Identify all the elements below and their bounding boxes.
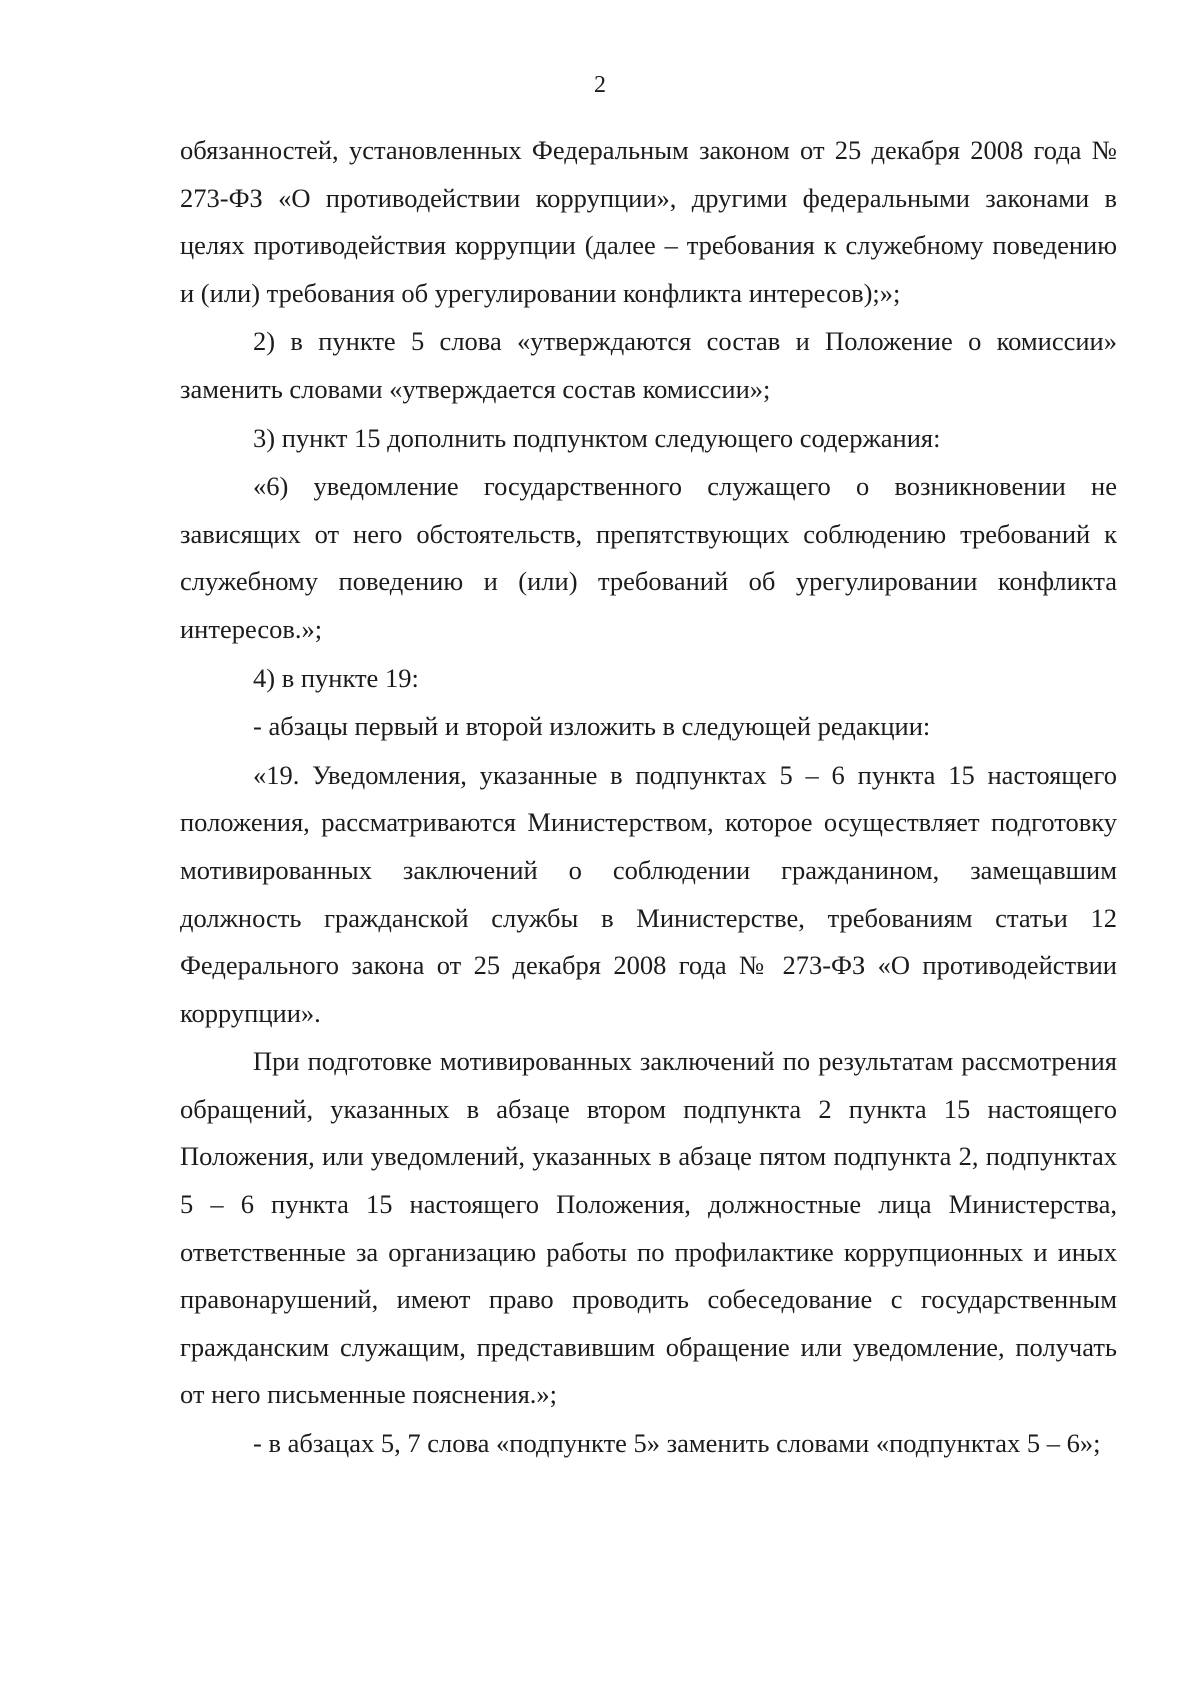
paragraph-subitem-6: «6) уведомление государственного служащего о возникновении не зависящих от него обстоятельств, препятствующих соблюдению требований к служебному поведению и (или) требований об урегулировании конфликта интересов.»;	[180, 471, 1117, 644]
paragraph-dash-1: - абзацы первый и второй изложить в следующей редакции:	[253, 711, 931, 742]
paragraph-item-2: 2) в пункте 5 слова «утверждаются состав и Положение о комиссии» заменить словами «утверждается состав комиссии»;	[180, 326, 1117, 404]
paragraph-continuation: обязанностей, установленных Федеральным законом от 25 декабря 2008 года № 273-ФЗ «О противодействии коррупции», другими федеральными законами в целях противодействия коррупции (далее – требования к служебному поведению и (или) требования об урегулировании конфликта интересов);»;	[180, 135, 1117, 308]
paragraph-clause-19: «19. Уведомления, указанные в подпунктах 5 – 6 пункта 15 настоящего положения, рассматриваются Министерством, которое осуществляет подготовку мотивированных заключений о соблюдении гражданином, замещавшим должность гражданской службы в Министерстве, требованиям статьи 12 Федерального закона от 25 декабря 2008 года № 273-ФЗ «О противодействии коррупции».	[180, 759, 1117, 1028]
paragraph-item-3: 3) пункт 15 дополнить подпунктом следующего содержания:	[253, 422, 941, 453]
paragraph-dash-2: - в абзацах 5, 7 слова «подпункте 5» заменить словами «подпунктах 5 – 6»;	[253, 1428, 1101, 1459]
paragraph-item-4: 4) в пункте 19:	[253, 662, 419, 693]
paragraph-preparation: При подготовке мотивированных заключений по результатам рассмотрения обращений, указанных в абзаце втором подпункта 2 пункта 15 настоящего Положения, или уведомлений, указанных в абзаце пятом подпункта 2, подпунктах 5 – 6 пункта 15 настоящего Положения, должностные лица Министерства, ответственные за организацию работы по профилактике коррупционных и иных правонарушений, имеют право проводить собеседование с государственным гражданским служащим, представившим обращение или уведомление, получать от него письменные пояснения.»;	[180, 1046, 1117, 1410]
document-body	[180, 127, 1117, 1469]
page-number: 2	[594, 72, 606, 98]
